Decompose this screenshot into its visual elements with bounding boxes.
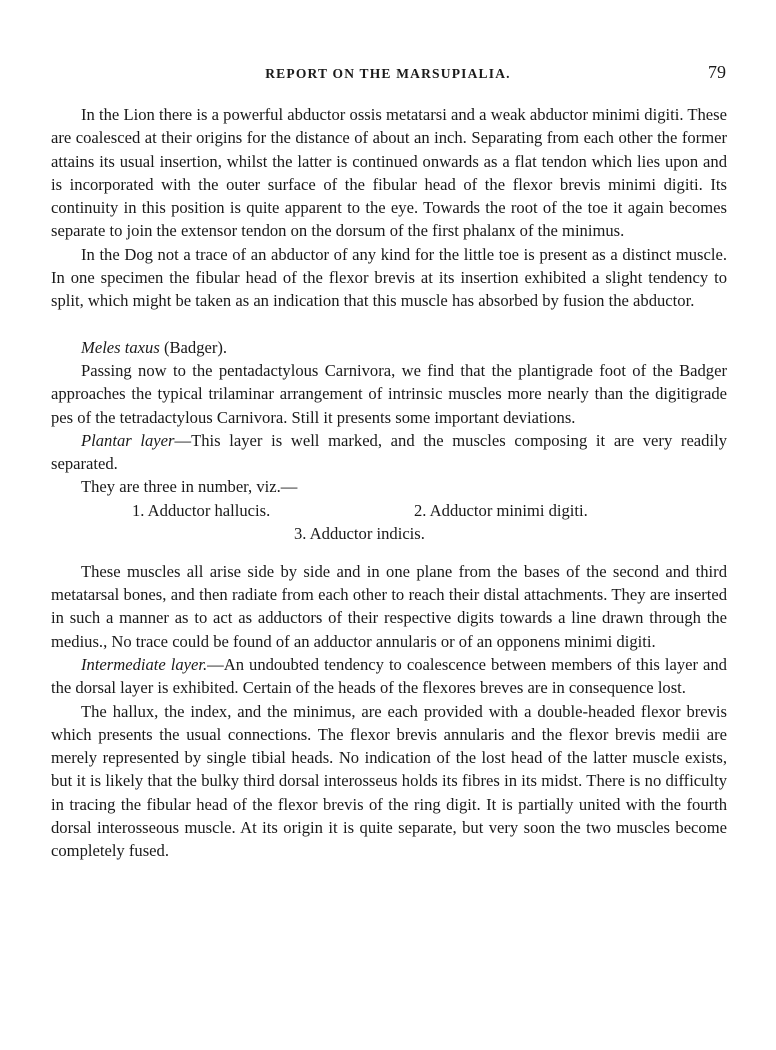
paragraph-intermediate-layer xyxy=(51,653,727,700)
list-item: 1. Adductor hallucis. xyxy=(132,500,271,520)
section-heading-badger xyxy=(51,336,727,359)
page-header xyxy=(0,62,776,88)
intermediate-layer-label: Intermediate layer. xyxy=(81,654,208,674)
paragraph-arise: These muscles all arise side by side and in one plane from the bases of the second and third metatarsal bones, and then radiate from each other to reach their distal attachments. They are inserted in such a manner as to act as adductors of their respective digits towards a line drawn through the medius., No trace could be found of an adductor annularis or of an opponens minimi digiti. xyxy=(51,561,727,651)
body-text xyxy=(51,103,727,863)
paragraph-hallux: The hallux, the index, and the minimus, are each provided with a double-headed flexor brevis which presents the usual connections. The flexor brevis annularis and the flexor brevis medii are merely represented by single tibial heads. No indication of the lost head of the latter muscle exists, but it is likely that the bulky third dorsal interosseus holds its fibres in its midst. There is no difficulty in tracing the fibular head of the flexor brevis of the ring digit. It is partially united with the fourth dorsal interosseous muscle. At its origin it is quite separate, but very soon the two muscles become completely fused. xyxy=(51,701,727,861)
list-gap xyxy=(51,546,727,560)
plantar-layer-label: Plantar layer xyxy=(81,430,175,450)
paragraph-badger: Passing now to the pentadactylous Carnivora, we find that the plantigrade foot of the Badger approaches the typical trilaminar arrangement of intrinsic muscles more nearly than the digitigrade pes of the tetradactylous Carnivora. Still it presents some important deviations. xyxy=(51,360,727,427)
plantar-layer-text: —This layer is well marked, and the muscles composing it are very readily separated. xyxy=(51,430,727,474)
list-item: 3. Adductor indicis. xyxy=(294,523,425,543)
running-title: REPORT ON THE MARSUPIALIA. xyxy=(265,66,511,81)
intermediate-layer-text: —An undoubted tendency to coalescence between members of this layer and the dorsal layer is exhibited. Certain of the heads of the flexores breves are in consequence lost. xyxy=(51,654,727,698)
page-number: 79 xyxy=(708,62,726,82)
species-name: Meles taxus xyxy=(81,337,160,357)
list-item: 2. Adductor minimi digiti. xyxy=(414,500,588,520)
paragraph-dog: In the Dog not a trace of an abductor of any kind for the little toe is present as a distinct muscle. In one specimen the fibular head of the flexor brevis at its insertion exhibited a slight tendency to split, which might be taken as an indication that this muscle has absorbed by fusion the abductor. xyxy=(51,244,727,311)
paragraph-three-in-number: They are three in number, viz.— xyxy=(81,477,298,497)
common-name: (Badger). xyxy=(159,337,228,357)
section-gap xyxy=(51,313,727,336)
muscle-list xyxy=(51,499,727,546)
paragraph-plantar-layer xyxy=(51,429,727,476)
paragraph-lion: In the Lion there is a powerful abductor ossis metatarsi and a weak abductor minimi digiti. These are coalesced at their origins for the distance of about an inch. Separating from each other the former attains its usual insertion, whilst the latter is continued onwards as a flat tendon which lies upon and is incorporated with the outer surface of the fibular head of the flexor brevis minimi digiti. Its continuity in this position is quite apparent to the eye. Towards the root of the toe it again becomes separate to join the extensor tendon on the dorsum of the first phalanx of the minimus. xyxy=(51,105,727,241)
